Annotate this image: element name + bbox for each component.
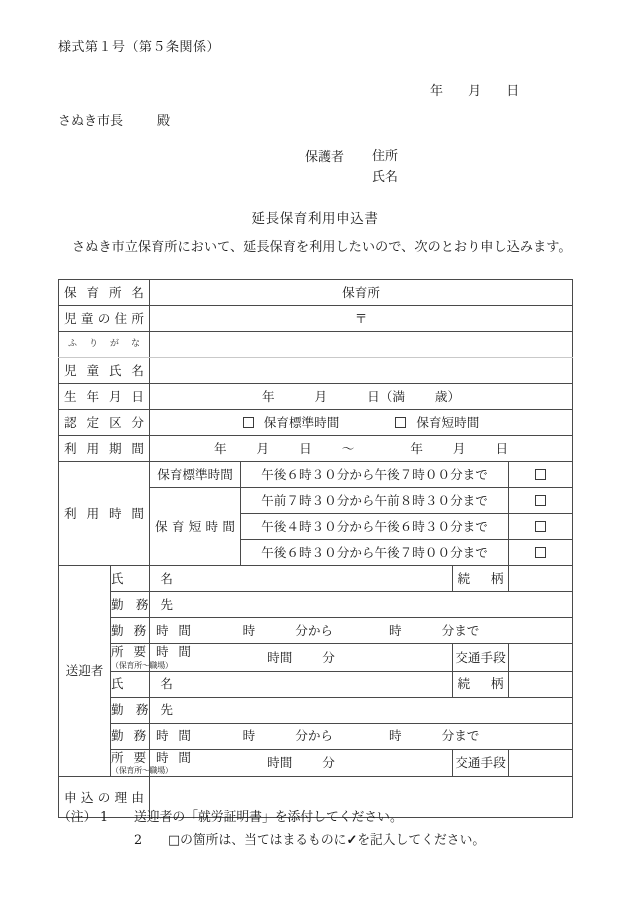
nursery-name-label: 保育所名 bbox=[59, 280, 150, 306]
period-start-year: 年 bbox=[213, 440, 227, 456]
escort1-work-hours-value[interactable] bbox=[150, 618, 573, 644]
period-end-year: 年 bbox=[410, 440, 423, 456]
child-name-value[interactable] bbox=[150, 358, 573, 384]
checkbox-time-slot-2[interactable] bbox=[535, 495, 546, 506]
certification-label: 認定区分 bbox=[59, 410, 150, 436]
note-2-number: 2 bbox=[134, 833, 143, 848]
certification-option-2-label: 保育短時間 bbox=[416, 414, 480, 430]
footer-notes bbox=[58, 806, 588, 852]
table-row-birthdate bbox=[59, 384, 573, 410]
escort1-workplace-value[interactable] bbox=[150, 592, 573, 618]
escort1-travel-time-value[interactable] bbox=[150, 644, 453, 672]
escort2-travel-time-value[interactable] bbox=[150, 749, 453, 777]
date-year-label: 年 bbox=[430, 84, 444, 99]
birthdate-value[interactable] bbox=[150, 384, 573, 410]
birthdate-day-label: 日（満 bbox=[367, 388, 405, 404]
birthdate-year-label: 年 bbox=[261, 388, 275, 404]
period-tilde: 〜 bbox=[341, 440, 355, 456]
escort2-travel-hour: 時間 bbox=[267, 755, 293, 771]
period-start-day: 日 bbox=[299, 440, 312, 456]
guardian-address-label: 住所 bbox=[372, 149, 399, 164]
certification-options bbox=[150, 410, 573, 436]
time-slot-4-checkbox-cell bbox=[509, 540, 573, 566]
period-end-day: 日 bbox=[495, 440, 509, 456]
escort2-work-hours-label: 勤務時間 bbox=[111, 723, 150, 749]
table-row-certification bbox=[59, 410, 573, 436]
birthdate-month-label: 月 bbox=[314, 388, 328, 404]
time-slot-2: 午前７時３０分から午前８時３０分まで bbox=[241, 488, 509, 514]
escort1-to-min: 分まで bbox=[441, 622, 480, 638]
escort2-from-hour: 時 bbox=[242, 728, 256, 744]
table-row-escort2-workplace bbox=[59, 697, 573, 723]
escort1-travel-min: 分 bbox=[322, 649, 335, 665]
escort1-travel-time-note: （保育所〜職場） bbox=[111, 660, 173, 670]
period-label: 利用期間 bbox=[59, 436, 150, 462]
intro-paragraph: さぬき市立保育所において、延長保育を利用したいので、次のとおり申し込みます。 bbox=[72, 240, 572, 255]
addressee-name: さぬき市長 bbox=[58, 114, 124, 129]
note-1-text: 送迎者の「就労証明書」を添付してください。 bbox=[134, 810, 403, 825]
escort2-relation-value[interactable] bbox=[509, 671, 573, 697]
date-day-label: 日 bbox=[506, 84, 520, 99]
table-row-period bbox=[59, 436, 573, 462]
checkbox-standard-time[interactable] bbox=[243, 417, 254, 428]
escort1-relation-value[interactable] bbox=[509, 566, 573, 592]
checkbox-short-time[interactable] bbox=[395, 417, 406, 428]
escort1-workplace-label: 勤務先 bbox=[111, 592, 150, 618]
time-slot-3: 午後４時３０分から午後６時３０分まで bbox=[241, 514, 509, 540]
furigana-value[interactable] bbox=[150, 332, 573, 358]
escort1-from-hour: 時 bbox=[242, 622, 256, 638]
table-row-nursery-name bbox=[59, 280, 573, 306]
table-row-furigana bbox=[59, 332, 573, 358]
escort2-transport-value[interactable] bbox=[509, 749, 573, 777]
escort2-workplace-value[interactable] bbox=[150, 697, 573, 723]
time-slot-3-checkbox-cell bbox=[509, 514, 573, 540]
notes-head-label: （注） bbox=[58, 810, 97, 825]
escort1-transport-value[interactable] bbox=[509, 644, 573, 672]
short-time-label: 保育短時間 bbox=[150, 488, 241, 566]
escort1-name-label: 氏名 bbox=[111, 566, 150, 592]
table-row-child-address bbox=[59, 306, 573, 332]
escort1-travel-hour: 時間 bbox=[267, 649, 293, 665]
note-item-2 bbox=[58, 829, 588, 852]
escort2-work-hours-value[interactable] bbox=[150, 723, 573, 749]
birthdate-age-label: 歳） bbox=[434, 388, 461, 404]
table-row-usage-standard bbox=[59, 462, 573, 488]
check-mark-icon: ✓ bbox=[346, 833, 358, 848]
table-row-escort1-travel bbox=[59, 644, 573, 672]
time-slot-4: 午後６時３０分から午後７時００分まで bbox=[241, 540, 509, 566]
checkbox-time-slot-1[interactable] bbox=[535, 469, 546, 480]
child-address-value[interactable]: 〒 bbox=[150, 306, 573, 332]
usage-time-label: 利用時間 bbox=[59, 462, 150, 566]
note-1-number: 1 bbox=[100, 810, 109, 825]
note-item-1 bbox=[58, 806, 588, 829]
escort1-travel-time-label: 所要時間 （保育所〜職場） bbox=[111, 644, 191, 670]
document-title: 延長保育利用申込書 bbox=[251, 211, 379, 227]
table-row-escort2-name bbox=[59, 671, 573, 697]
guardian-block bbox=[305, 146, 398, 188]
escort2-travel-time-note: （保育所〜職場） bbox=[111, 766, 173, 776]
child-name-label: 児童氏名 bbox=[59, 358, 150, 384]
escort2-workplace-label: 勤務先 bbox=[111, 697, 150, 723]
guardian-name-label: 氏名 bbox=[372, 170, 399, 185]
escort1-to-hour: 時 bbox=[389, 622, 402, 638]
standard-time-label: 保育標準時間 bbox=[150, 462, 241, 488]
table-row-escort2-hours bbox=[59, 723, 573, 749]
date-line bbox=[430, 80, 519, 99]
escort2-transport-label: 交通手段 bbox=[453, 749, 509, 777]
period-value[interactable] bbox=[150, 436, 573, 462]
period-end-month: 月 bbox=[452, 440, 466, 456]
birthdate-label: 生年月日 bbox=[59, 384, 150, 410]
escort1-name-value[interactable] bbox=[150, 566, 453, 592]
guardian-label: 保護者 bbox=[305, 150, 345, 165]
table-row-escort1-name bbox=[59, 566, 573, 592]
reason-label: 申込の理由 bbox=[59, 777, 150, 818]
escort2-travel-time-label: 所要時間 （保育所〜職場） bbox=[111, 749, 191, 776]
time-slot-2-checkbox-cell bbox=[509, 488, 573, 514]
date-month-label: 月 bbox=[468, 84, 482, 99]
table-row-escort1-hours bbox=[59, 618, 573, 644]
furigana-label: ふりがな bbox=[59, 332, 150, 358]
escort2-from-min: 分から bbox=[295, 728, 334, 744]
escort1-relation-label: 続柄 bbox=[453, 566, 509, 592]
escort2-name-value[interactable] bbox=[150, 671, 453, 697]
certification-option-1-label: 保育標準時間 bbox=[263, 414, 340, 430]
escort2-name-label: 氏名 bbox=[111, 671, 150, 697]
addressee-line bbox=[58, 110, 170, 129]
checkbox-time-slot-4[interactable] bbox=[535, 547, 546, 558]
escort2-to-min: 分まで bbox=[441, 728, 480, 744]
table-row-escort1-workplace bbox=[59, 592, 573, 618]
note-2-text-after: を記入してください。 bbox=[357, 833, 486, 848]
escort2-travel-min: 分 bbox=[322, 755, 335, 771]
escort1-work-hours-label: 勤務時間 bbox=[111, 618, 150, 644]
period-start-month: 月 bbox=[256, 440, 270, 456]
note-2-text-before: □の箇所は、当てはまるものに bbox=[168, 833, 347, 848]
addressee-honorific: 殿 bbox=[157, 114, 171, 129]
table-row-escort2-travel bbox=[59, 749, 573, 777]
table-row-child-name bbox=[59, 358, 573, 384]
escort2-relation-label: 続柄 bbox=[453, 671, 509, 697]
escort1-transport-label: 交通手段 bbox=[453, 644, 509, 672]
nursery-name-value[interactable]: 保育所 bbox=[150, 280, 573, 306]
escort-label: 送迎者 bbox=[59, 566, 111, 777]
child-address-label: 児童の住所 bbox=[59, 306, 150, 332]
form-table-container bbox=[58, 279, 572, 818]
time-slot-1: 午後６時３０分から午後７時００分まで bbox=[241, 462, 509, 488]
time-slot-1-checkbox-cell bbox=[509, 462, 573, 488]
escort1-from-min: 分から bbox=[295, 622, 334, 638]
form-number: 様式第１号（第５条関係） bbox=[58, 40, 221, 55]
escort2-to-hour: 時 bbox=[389, 728, 402, 744]
checkbox-time-slot-3[interactable] bbox=[535, 521, 546, 532]
form-table bbox=[58, 279, 573, 818]
